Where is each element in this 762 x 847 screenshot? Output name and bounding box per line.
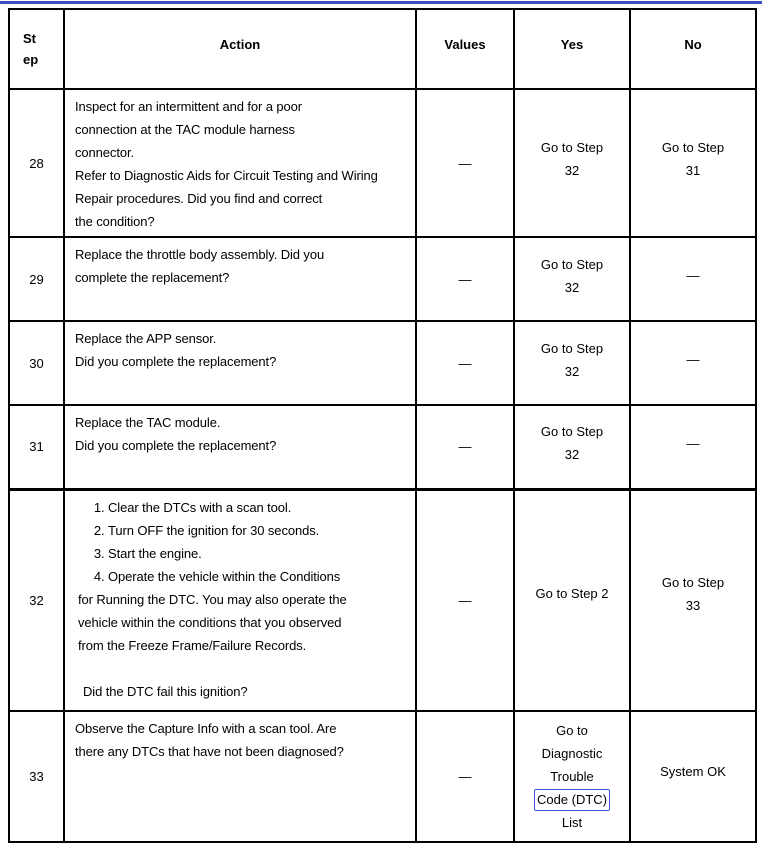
yes-text: 32 (564, 363, 580, 379)
yes-text: Go to Step (540, 256, 604, 272)
no-text: System OK (660, 763, 726, 779)
yes-text: Trouble (550, 769, 594, 784)
action-cell (64, 237, 416, 321)
action-question: Did the DTC fail this ignition? (83, 683, 248, 699)
table-row (9, 405, 756, 489)
action-list-item: 3. Start the engine. (108, 542, 413, 565)
header-action: Action (64, 9, 416, 89)
table-row (9, 89, 756, 237)
values-cell: — (416, 711, 514, 842)
action-text: the condition? (75, 214, 155, 229)
step-cell: 30 (9, 321, 64, 405)
top-rule (0, 1, 762, 4)
no-cell (630, 405, 756, 489)
action-text: Repair procedures. Did you find and correct (75, 191, 323, 206)
header-step (9, 9, 64, 89)
action-list-item: 4. Operate the vehicle within the Conditions (108, 565, 413, 588)
step-cell: 29 (9, 237, 64, 321)
action-text: there any DTCs that have not been diagnosed? (75, 744, 344, 759)
no-text: 33 (685, 597, 701, 613)
values-cell: — (416, 405, 514, 489)
no-cell (630, 89, 756, 237)
action-text: complete the replacement? (75, 270, 230, 285)
values-cell: — (416, 321, 514, 405)
table-row (9, 237, 756, 321)
no-text: — (686, 352, 700, 367)
yes-cell (514, 405, 630, 489)
no-text: — (686, 435, 700, 451)
values-cell: — (416, 89, 514, 237)
yes-text-link-line (516, 788, 628, 811)
no-cell (630, 237, 756, 321)
action-cell (64, 489, 416, 711)
yes-text: 32 (564, 279, 580, 295)
step-cell: 31 (9, 405, 64, 489)
no-text: Go to Step (661, 574, 725, 590)
action-text: Inspect for an intermittent and for a poor (75, 99, 303, 114)
no-cell (630, 489, 756, 711)
action-cell (64, 405, 416, 489)
values-cell: — (416, 489, 514, 711)
dtc-list-link[interactable]: Code (DTC) (534, 789, 610, 811)
header-step-label: Step (23, 30, 39, 67)
action-text: connector. (75, 145, 134, 160)
no-cell (630, 321, 756, 405)
action-text: from the Freeze Frame/Failure Records. (78, 637, 307, 653)
yes-text: Go to Step (540, 340, 604, 356)
yes-cell (514, 489, 630, 711)
action-cell (64, 711, 416, 842)
action-text: Did you complete the replacement? (75, 354, 277, 369)
yes-text: Diagnostic (541, 746, 603, 761)
step-cell: 32 (9, 489, 64, 711)
yes-text: List (561, 815, 583, 830)
step-cell: 33 (9, 711, 64, 842)
table-row (9, 489, 756, 711)
header-no: No (630, 9, 756, 89)
values-cell: — (416, 237, 514, 321)
step-cell: 28 (9, 89, 64, 237)
yes-cell (514, 89, 630, 237)
action-cell (64, 321, 416, 405)
no-cell (630, 711, 756, 842)
yes-text: Go to Step 2 (535, 586, 609, 602)
header-row (9, 9, 756, 89)
yes-text: 32 (564, 447, 580, 463)
action-text: Replace the throttle body assembly. Did you (75, 247, 325, 262)
action-text: vehicle within the conditions that you observed (78, 614, 342, 630)
yes-cell (514, 711, 630, 842)
action-list-item: 2. Turn OFF the ignition for 30 seconds. (108, 519, 413, 542)
action-text: Did you complete the replacement? (75, 438, 277, 453)
table-row (9, 321, 756, 405)
header-yes: Yes (514, 9, 630, 89)
yes-text: Go to (556, 723, 588, 738)
yes-text: Go to Step (540, 424, 604, 440)
no-text: Go to Step (661, 139, 725, 155)
action-text: Replace the APP sensor. (75, 331, 217, 346)
yes-cell (514, 237, 630, 321)
action-text: for Running the DTC. You may also operate the (78, 591, 347, 607)
no-text: — (686, 268, 700, 283)
table-row (9, 711, 756, 842)
header-values: Values (416, 9, 514, 89)
action-text: Observe the Capture Info with a scan tool. Are (75, 721, 337, 736)
yes-cell (514, 321, 630, 405)
no-text: 31 (685, 162, 701, 178)
action-text: Replace the TAC module. (75, 415, 221, 430)
action-text: Refer to Diagnostic Aids for Circuit Testing and Wiring (75, 168, 378, 183)
action-cell (64, 89, 416, 237)
action-list-item: 1. Clear the DTCs with a scan tool. (108, 496, 413, 519)
yes-text: Go to Step (540, 139, 604, 155)
action-numbered-list (75, 496, 413, 588)
yes-text: 32 (564, 162, 580, 178)
diagnostic-table (8, 8, 757, 843)
action-text: connection at the TAC module harness (75, 122, 295, 137)
